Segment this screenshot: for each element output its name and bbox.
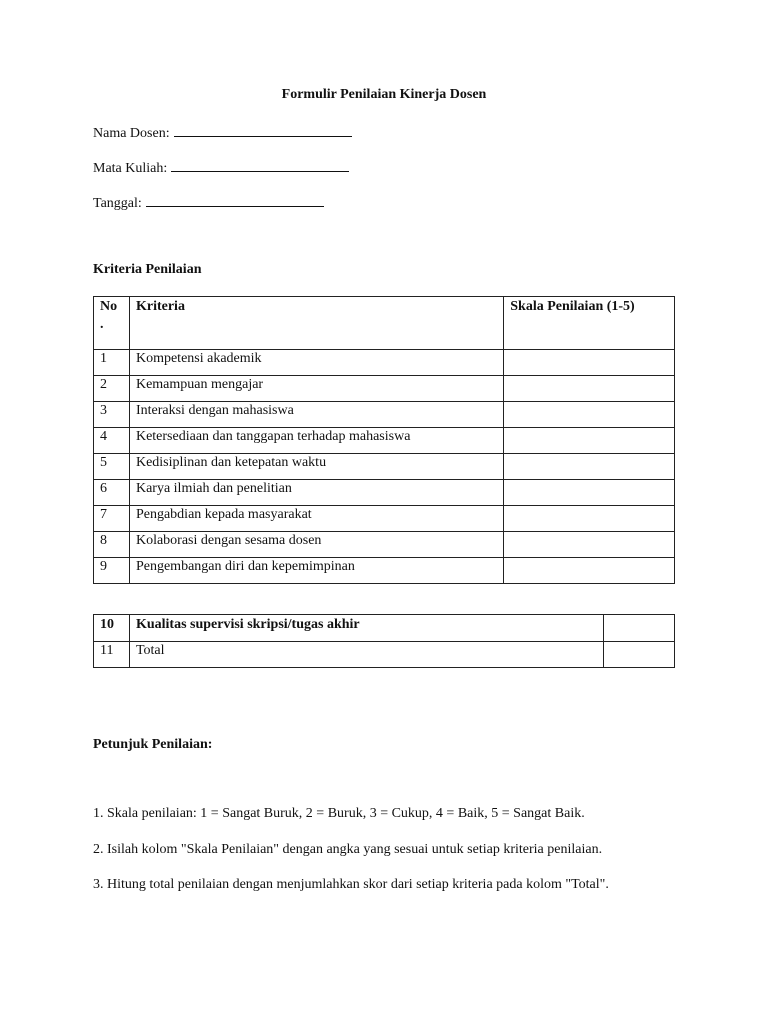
cell-criteria: Kualitas supervisi skripsi/tugas akhir (129, 615, 603, 642)
table-row (94, 428, 675, 454)
cell-scale-input[interactable] (604, 615, 675, 642)
blank-line[interactable] (174, 122, 352, 137)
cell-scale-input[interactable] (504, 506, 675, 532)
cell-criteria: Kolaborasi dengan sesama dosen (129, 532, 503, 558)
cell-criteria: Kedisiplinan dan ketepatan waktu (129, 454, 503, 480)
table-row (94, 480, 675, 506)
table-header-row (94, 297, 675, 350)
blank-line[interactable] (171, 157, 349, 172)
table-row (94, 454, 675, 480)
criteria-table (93, 296, 675, 584)
cell-no: 10 (94, 615, 130, 642)
header-no: No . (94, 297, 130, 350)
cell-criteria: Ketersediaan dan tanggapan terhadap mahasiswa (129, 428, 503, 454)
table-row (94, 506, 675, 532)
field-tanggal (93, 192, 324, 212)
table-row (94, 402, 675, 428)
cell-no: 7 (94, 506, 130, 532)
cell-no: 1 (94, 350, 130, 376)
cell-scale-input[interactable] (504, 454, 675, 480)
cell-no: 3 (94, 402, 130, 428)
cell-scale-input[interactable] (504, 402, 675, 428)
cell-scale-input[interactable] (504, 558, 675, 584)
field-label: Tanggal: (93, 196, 142, 211)
cell-no: 6 (94, 480, 130, 506)
cell-criteria: Pengabdian kepada masyarakat (129, 506, 503, 532)
table-row (94, 350, 675, 376)
cell-no: 2 (94, 376, 130, 402)
table-row (94, 558, 675, 584)
instructions-heading: Petunjuk Penilaian: (93, 737, 213, 752)
table-row-total (94, 642, 675, 668)
cell-criteria: Kompetensi akademik (129, 350, 503, 376)
cell-criteria: Total (129, 642, 603, 668)
cell-no: 8 (94, 532, 130, 558)
cell-no: 11 (94, 642, 130, 668)
field-label: Mata Kuliah: (93, 161, 168, 176)
instruction-item: 1. Skala penilaian: 1 = Sangat Buruk, 2 = Buruk, 3 = Cukup, 4 = Baik, 5 = Sangat Baik. (93, 806, 585, 821)
cell-criteria: Karya ilmiah dan penelitian (129, 480, 503, 506)
cell-scale-input[interactable] (504, 376, 675, 402)
extra-criteria-table (93, 614, 675, 668)
cell-criteria: Pengembangan diri dan kepemimpinan (129, 558, 503, 584)
instruction-item: 3. Hitung total penilaian dengan menjumlahkan skor dari setiap kriteria pada kolom "Total". (93, 877, 609, 892)
cell-scale-input[interactable] (504, 428, 675, 454)
header-criteria: Kriteria (129, 297, 503, 350)
instruction-item: 2. Isilah kolom "Skala Penilaian" dengan angka yang sesuai untuk setiap kriteria penilaian. (93, 842, 603, 857)
table-row (94, 376, 675, 402)
cell-scale-input[interactable] (504, 532, 675, 558)
field-label: Nama Dosen: (93, 126, 170, 141)
header-scale: Skala Penilaian (1-5) (504, 297, 675, 350)
cell-total-input[interactable] (604, 642, 675, 668)
cell-criteria: Interaksi dengan mahasiswa (129, 402, 503, 428)
criteria-heading: Kriteria Penilaian (93, 262, 202, 277)
field-mata-kuliah (93, 157, 349, 177)
table-row (94, 532, 675, 558)
cell-no: 9 (94, 558, 130, 584)
document-title: Formulir Penilaian Kinerja Dosen (281, 87, 487, 102)
cell-scale-input[interactable] (504, 480, 675, 506)
cell-scale-input[interactable] (504, 350, 675, 376)
cell-no: 5 (94, 454, 130, 480)
cell-criteria: Kemampuan mengajar (129, 376, 503, 402)
cell-no: 4 (94, 428, 130, 454)
blank-line[interactable] (146, 192, 324, 207)
field-nama-dosen (93, 122, 352, 142)
table-row (94, 615, 675, 642)
